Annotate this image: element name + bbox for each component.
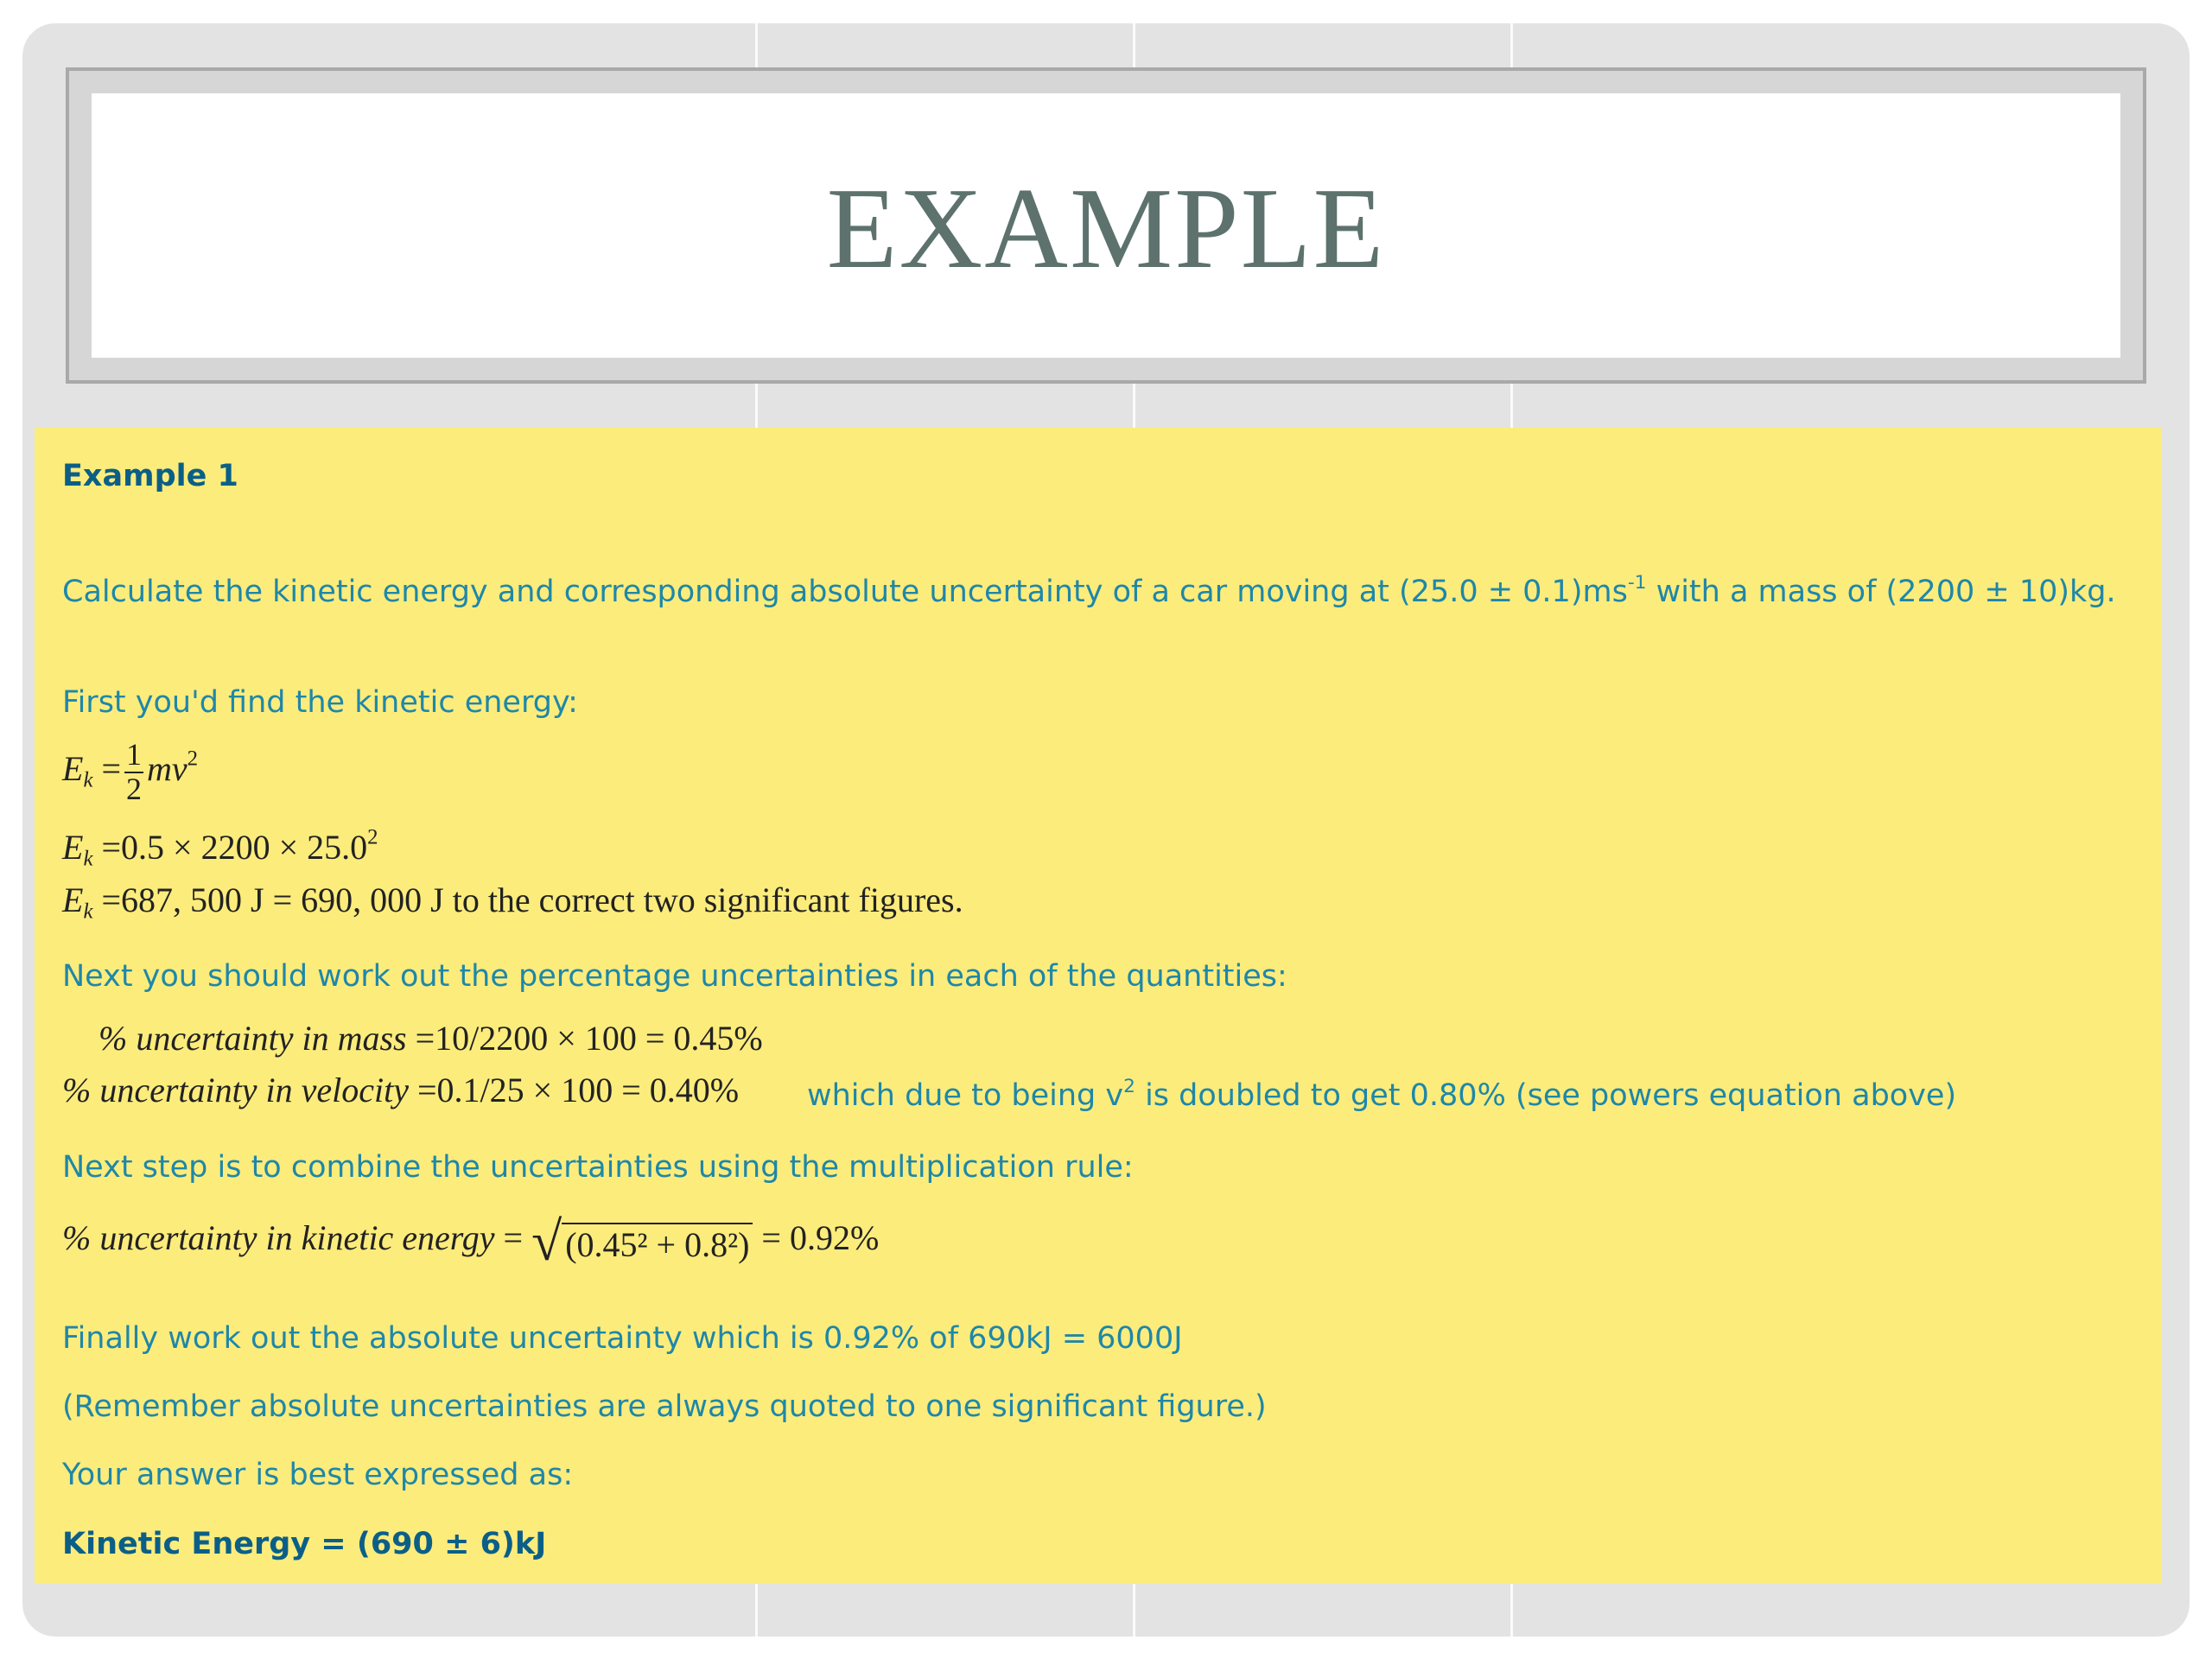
eq1-sub: k (83, 768, 93, 792)
question-exponent: -1 (1627, 571, 1647, 594)
velocity-note (807, 1075, 1957, 1113)
fraction (124, 739, 143, 806)
velocity-uncertainty-label: % uncertainty in velocity (62, 1071, 409, 1109)
mass-uncertainty-label: % uncertainty in mass (99, 1019, 407, 1058)
answer-intro: Your answer is best expressed as: (62, 1458, 574, 1492)
velocity-note-part2: is doubled to get 0.80% (see powers equation above) (1135, 1078, 1957, 1113)
step3-text: Next step is to combine the uncertainties using the multiplication rule: (62, 1150, 1134, 1185)
eq2-rhs: =0.5 × 2200 × 25.0 (101, 828, 368, 867)
eq3-lhs: E (62, 880, 84, 919)
question-text (62, 571, 2116, 609)
square-root (531, 1211, 753, 1272)
radical-sign: √ (531, 1211, 563, 1272)
mass-uncertainty-value: =10/2200 × 100 = 0.45% (415, 1019, 763, 1058)
eq3-rhs: =687, 500 J = 690, 000 J to the correct two significant figures. (101, 880, 963, 919)
step2-text: Next you should work out the percentage uncertainties in each of the quantities: (62, 959, 1287, 994)
step4-text: Finally work out the absolute uncertainty which is 0.92% of 690kJ = 6000J (62, 1321, 1183, 1356)
eq2-exponent: 2 (367, 825, 378, 849)
content-panel (35, 428, 2162, 1584)
eq3-sub: k (83, 899, 93, 924)
mass-uncertainty-equation (99, 1018, 763, 1058)
example-heading: Example 1 (62, 459, 238, 493)
eq2-lhs: E (62, 828, 84, 867)
combined-equals: = (503, 1218, 524, 1258)
equation-ke-substitution (62, 825, 378, 871)
remember-note: (Remember absolute uncertainties are always quoted to one significant figure.) (62, 1389, 1267, 1424)
velocity-note-part1: which due to being v (807, 1078, 1124, 1113)
eq1-rest: mv (147, 748, 188, 788)
combined-uncertainty-equation (62, 1211, 880, 1272)
question-part2: with a mass of (2200 ± 10)kg. (1646, 575, 2116, 609)
combined-result: = 0.92% (761, 1218, 880, 1258)
radicand: (0.45² + 0.8²) (562, 1223, 753, 1265)
eq1-equals: = (101, 748, 122, 788)
slide-title: EXAMPLE (826, 164, 1386, 292)
equation-ke-result (62, 880, 963, 924)
title-panel (92, 93, 2120, 358)
eq1-exponent: 2 (187, 747, 199, 771)
eq2-sub: k (83, 847, 93, 871)
question-part1: Calculate the kinetic energy and corresponding absolute uncertainty of a car moving at (25.0 ± 0.1)ms (62, 575, 1628, 609)
title-box (66, 67, 2146, 384)
final-answer: Kinetic Energy = (690 ± 6)kJ (62, 1527, 547, 1561)
equation-ke-formula (62, 739, 198, 806)
slide-frame (22, 23, 2190, 1637)
combined-label: % uncertainty in kinetic energy (62, 1218, 495, 1258)
eq1-lhs: E (62, 748, 84, 788)
velocity-uncertainty-value: =0.1/25 × 100 = 0.40% (416, 1071, 740, 1109)
fraction-numerator: 1 (126, 737, 143, 772)
fraction-denominator: 2 (126, 771, 143, 806)
step1-text: First you'd find the kinetic energy: (62, 685, 578, 720)
velocity-uncertainty-equation (62, 1070, 739, 1110)
velocity-note-exponent: 2 (1123, 1075, 1135, 1097)
